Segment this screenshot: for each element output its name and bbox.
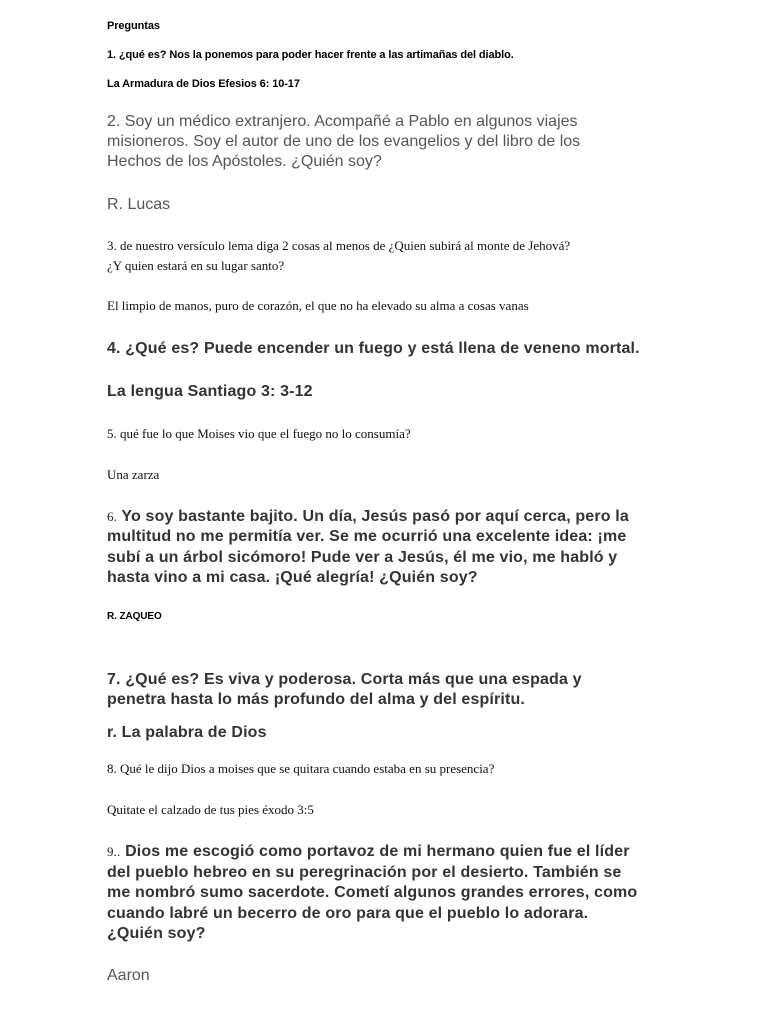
question-9-text: Dios me escogió como portavoz de mi hermano quien fue el líder — [125, 843, 630, 860]
answer-7: r. La palabra de Dios — [107, 724, 267, 741]
question-6-number: 6. — [107, 509, 118, 524]
answer-5: Una zarza — [107, 467, 160, 482]
question-7-line: penetra hasta lo más profundo del alma y del espíritu. — [107, 691, 525, 708]
question-3-line: ¿Y quien estará en su lugar santo? — [107, 258, 285, 273]
question-9-line: del pueblo hebreo en su peregrinación por el desierto. También se — [107, 864, 622, 881]
question-7-line: 7. ¿Qué es? Es viva y poderosa. Corta más que una espada y — [107, 671, 582, 688]
page-heading: Preguntas — [107, 20, 160, 32]
question-3-line: 3. de nuestro versículo lema diga 2 cosas al menos de ¿Quien subirá al monte de Jehová? — [107, 238, 571, 253]
question-9-line — [107, 842, 630, 863]
question-9-line: me nombró sumo sacerdote. Cometí algunos grandes errores, como — [107, 884, 638, 901]
question-2-line: misioneros. Soy el autor de uno de los evangelios y del libro de los — [107, 133, 581, 150]
answer-3: El limpio de manos, puro de corazón, el que no ha elevado su alma a cosas vanas — [107, 298, 529, 313]
answer-2: R. Lucas — [107, 196, 171, 213]
answer-4: La lengua Santiago 3: 3-12 — [107, 383, 313, 400]
answer-6: R. ZAQUEO — [107, 611, 162, 622]
question-6-line: subí a un árbol sicómoro! Pude ver a Jesús, él me vio, me habló y — [107, 549, 618, 566]
question-2-line: Hechos de los Apóstoles. ¿Quién soy? — [107, 153, 382, 170]
question-6-line — [107, 507, 629, 528]
answer-9: Aaron — [107, 967, 150, 984]
question-8: 8. Qué le dijo Dios a moises que se quitara cuando estaba en su presencia? — [107, 761, 495, 776]
question-9-line: ¿Quién soy? — [107, 925, 206, 942]
answer-1: La Armadura de Dios Efesios 6: 10-17 — [107, 78, 300, 90]
question-6-line: multitud no me permitía ver. Se me ocurrió una excelente idea: ¡me — [107, 528, 627, 545]
answer-8: Quitate el calzado de tus pies éxodo 3:5 — [107, 802, 314, 817]
question-4: 4. ¿Qué es? Puede encender un fuego y está llena de veneno mortal. — [107, 340, 640, 357]
question-5: 5. qué fue lo que Moises vio que el fuego no lo consumía? — [107, 426, 411, 441]
question-1: 1. ¿qué es? Nos la ponemos para poder hacer frente a las artimañas del diablo. — [107, 49, 514, 61]
question-6-text: Yo soy bastante bajito. Un día, Jesús pasó por aquí cerca, pero la — [121, 508, 629, 525]
question-6-line: hasta vino a mi casa. ¡Qué alegría! ¿Quién soy? — [107, 569, 478, 586]
question-9-number: 9.. — [107, 844, 121, 859]
question-9-line: cuando labré un becerro de oro para que el pueblo lo adorara. — [107, 905, 589, 922]
question-2-line: 2. Soy un médico extranjero. Acompañé a Pablo en algunos viajes — [107, 113, 578, 130]
